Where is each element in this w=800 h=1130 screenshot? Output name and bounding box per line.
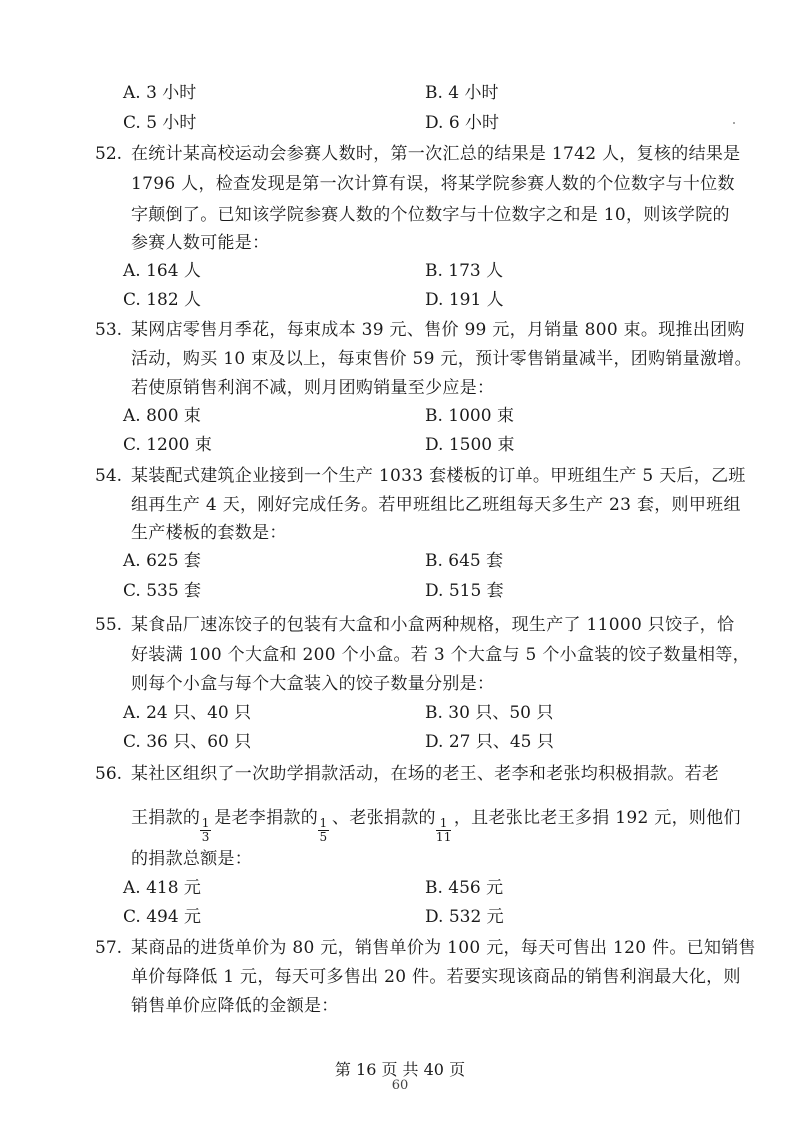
- q56-option-c[interactable]: C. 494 元: [123, 907, 202, 927]
- q55-option-a[interactable]: A. 24 只、40 只: [123, 703, 252, 723]
- q52-text-line: 1796 人，检查发现是第一次计算有误，将某学院参赛人数的个位数字与十位数: [131, 174, 735, 194]
- q52-option-c[interactable]: C. 182 人: [123, 290, 202, 310]
- q53-option-b[interactable]: B. 1000 束: [425, 406, 514, 426]
- q53-text-line: 若使原销售利润不减，则月团购销量至少应是：: [131, 378, 495, 398]
- q55-option-d[interactable]: D. 27 只、45 只: [425, 732, 554, 752]
- q56-text-segment: 王捐款的: [131, 808, 201, 828]
- q55-number: 55.: [95, 615, 123, 635]
- page-footer-label: 第 16 页 共 40 页: [334, 1060, 466, 1079]
- q56-text-line: 某社区组织了一次助学捐款活动，在场的老王、老李和老张均积极捐款。若老: [131, 764, 720, 784]
- q52-text-line: 参赛人数可能是：: [131, 233, 270, 253]
- q57-text-line: 单价每降低 1 元，每天可多售出 20 件。若要实现该商品的销售利润最大化，则: [131, 967, 741, 987]
- q56-text-segment: 是老李捐款的: [214, 808, 319, 828]
- stray-mark: [733, 122, 735, 124]
- q54-option-d[interactable]: D. 515 套: [425, 581, 504, 601]
- q52-text-line: 字颠倒了。已知该学院参赛人数的个位数字与十位数字之和是 10，则该学院的: [131, 205, 730, 225]
- q56-text-segment: 、老张捐款的: [332, 808, 436, 828]
- q56-fraction-line: [131, 807, 741, 844]
- q52-option-d[interactable]: D. 191 人: [425, 290, 504, 310]
- q53-text-line: 某网店零售月季花，每束成本 39 元、售价 99 元，月销量 800 束。现推出团购: [131, 320, 745, 340]
- q54-text-line: 组再生产 4 天，刚好完成任务。若甲班组比乙班组每天多生产 23 套，则甲班组: [131, 495, 741, 515]
- q57-number: 57.: [95, 938, 123, 958]
- q57-text-line: 销售单价应降低的金额是：: [131, 996, 339, 1016]
- q55-text-line: 则每个小盒与每个大盒装入的饺子数量分别是：: [131, 674, 495, 694]
- q52-option-b[interactable]: B. 173 人: [425, 261, 504, 281]
- q55-text-line: 某食品厂速冻饺子的包装有大盒和小盒两种规格，现生产了 11000 只饺子，恰: [131, 615, 735, 635]
- q54-text-line: 某装配式建筑企业接到一个生产 1033 套楼板的订单。甲班组生产 5 天后，乙班: [131, 466, 746, 486]
- q55-option-c[interactable]: C. 36 只、60 只: [123, 732, 252, 752]
- q53-text-line: 活动，购买 10 束及以上，每束售价 59 元，预计零售销量减半，团购销量激增。: [131, 349, 752, 369]
- q56-option-d[interactable]: D. 532 元: [425, 907, 504, 927]
- q52-text-line: 在统计某高校运动会参赛人数时，第一次汇总的结果是 1742 人，复核的结果是: [131, 144, 741, 164]
- q51-option-b[interactable]: B. 4 小时: [425, 83, 499, 103]
- q57-text-line: 某商品的进货单价为 80 元，销售单价为 100 元，每天可售出 120 件。已知销售: [131, 938, 756, 958]
- q54-text-line: 生产楼板的套数是：: [131, 523, 287, 543]
- q51-option-a[interactable]: A. 3 小时: [123, 83, 197, 103]
- q55-text-line: 好装满 100 个大盒和 200 个小盒。若 3 个大盒与 5 个小盒装的饺子数量相等，: [131, 645, 750, 665]
- q56-text-line: 的捐款总额是：: [131, 849, 253, 869]
- q53-option-c[interactable]: C. 1200 束: [123, 435, 212, 455]
- q55-option-b[interactable]: B. 30 只、50 只: [425, 703, 554, 723]
- q52-option-a[interactable]: A. 164 人: [123, 261, 201, 281]
- q56-number: 56.: [95, 764, 123, 784]
- q52-number: 52.: [95, 144, 123, 164]
- q54-option-b[interactable]: B. 645 套: [425, 551, 504, 571]
- fraction-one-fifth: 1 5: [319, 816, 328, 844]
- fraction-one-eleventh: 1 11: [435, 816, 452, 844]
- q54-option-a[interactable]: A. 625 套: [123, 551, 201, 571]
- fraction-one-third: 1 3: [201, 816, 210, 844]
- q54-number: 54.: [95, 466, 123, 486]
- q53-option-d[interactable]: D. 1500 束: [425, 435, 515, 455]
- q56-option-b[interactable]: B. 456 元: [425, 878, 504, 898]
- q56-text-segment: ，且老张比老王多捐 192 元，则他们: [453, 808, 741, 828]
- q53-option-a[interactable]: A. 800 束: [123, 406, 201, 426]
- q51-option-d[interactable]: D. 6 小时: [425, 113, 500, 133]
- q56-option-a[interactable]: A. 418 元: [123, 878, 201, 898]
- q54-option-c[interactable]: C. 535 套: [123, 581, 202, 601]
- page-number: 60: [391, 1078, 409, 1093]
- q51-option-c[interactable]: C. 5 小时: [123, 113, 197, 133]
- q53-number: 53.: [95, 320, 123, 340]
